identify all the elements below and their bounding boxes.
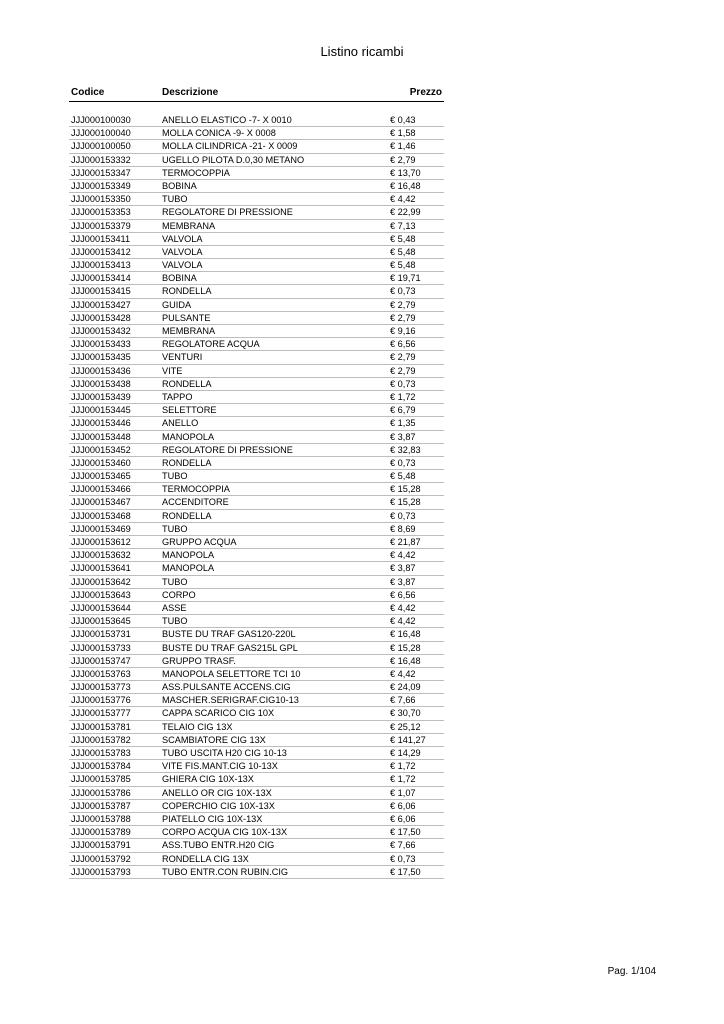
cell-description: ASSE [162, 602, 187, 613]
cell-price: € 15,28 [390, 484, 421, 495]
cell-code: JJJ000153350 [71, 194, 131, 205]
table-row [69, 721, 444, 734]
cell-price: € 4,42 [390, 194, 416, 205]
table-row [69, 140, 444, 153]
cell-price: € 0,43 [390, 115, 416, 125]
table-row [69, 312, 444, 325]
table-row [69, 800, 444, 813]
cell-description: VENTURI [162, 352, 203, 363]
cell-description: BUSTE DU TRAF GAS120-220L [162, 629, 296, 640]
cell-description: TAPPO [162, 391, 193, 402]
cell-description: REGOLATORE ACQUA [162, 339, 260, 350]
table-row [69, 299, 444, 312]
table-row [69, 628, 444, 641]
table-row [69, 707, 444, 720]
page-title: Listino ricambi [320, 44, 404, 59]
cell-description: ACCENDITORE [162, 497, 229, 508]
cell-description: RONDELLA [162, 457, 212, 468]
cell-description: MEMBRANA [162, 220, 216, 231]
cell-code: JJJ000153332 [71, 154, 131, 165]
cell-code: JJJ000153468 [71, 510, 131, 521]
cell-description: TELAIO CIG 13X [162, 721, 233, 732]
cell-description: ANELLO ELASTICO -7- X 0010 [162, 115, 292, 125]
cell-code: JJJ000153733 [71, 642, 131, 653]
cell-description: RONDELLA [162, 286, 212, 297]
table-row [69, 642, 444, 655]
cell-code: JJJ000153783 [71, 748, 131, 758]
table-row [69, 285, 444, 298]
cell-description: CAPPA SCARICO CIG 10X [162, 708, 275, 719]
table-body [69, 114, 444, 879]
table-row [69, 338, 444, 351]
cell-price: € 7,66 [390, 840, 416, 851]
table-row [69, 510, 444, 523]
cell-code: JJJ000153645 [71, 616, 131, 627]
table-row [69, 114, 444, 127]
table-row [69, 694, 444, 707]
header-price: Prezzo [409, 87, 442, 98]
cell-price: € 6,06 [390, 800, 416, 811]
table-row [69, 272, 444, 285]
cell-price: € 6,06 [390, 813, 416, 824]
table-row [69, 839, 444, 852]
cell-code: JJJ000153784 [71, 761, 131, 772]
cell-price: € 2,79 [390, 299, 416, 310]
cell-code: JJJ000153466 [71, 484, 131, 495]
cell-description: ANELLO OR CIG 10X-13X [162, 787, 272, 798]
table-row [69, 154, 444, 167]
cell-code: JJJ000153427 [71, 299, 131, 310]
table-row [69, 391, 444, 404]
cell-code: JJJ000100040 [71, 128, 131, 139]
table-row [69, 444, 444, 457]
cell-code: JJJ000100050 [71, 141, 131, 152]
cell-price: € 16,48 [390, 180, 421, 191]
cell-price: € 21,87 [390, 537, 421, 547]
cell-price: € 0,73 [390, 286, 416, 297]
cell-description: GUIDA [162, 299, 192, 310]
table-row [69, 576, 444, 589]
table-row [69, 523, 444, 536]
cell-code: JJJ000153793 [71, 866, 131, 877]
cell-description: VITE FIS.MANT.CIG 10-13X [162, 761, 278, 772]
cell-price: € 5,48 [390, 233, 416, 244]
cell-description: GRUPPO TRASF. [162, 655, 236, 666]
cell-price: € 0,73 [390, 457, 416, 468]
cell-price: € 19,71 [390, 273, 421, 284]
cell-code: JJJ000153414 [71, 273, 131, 284]
cell-description: SCAMBIATORE CIG 13X [162, 734, 266, 745]
cell-description: RONDELLA [162, 378, 212, 389]
cell-code: JJJ000153435 [71, 352, 131, 363]
cell-code: JJJ000153612 [71, 537, 131, 547]
cell-code: JJJ000153465 [71, 471, 131, 482]
cell-price: € 5,48 [390, 471, 416, 482]
cell-code: JJJ000153413 [71, 260, 131, 271]
table-row [69, 404, 444, 417]
cell-code: JJJ000153789 [71, 827, 131, 838]
cell-code: JJJ000153445 [71, 405, 131, 416]
cell-price: € 4,42 [390, 668, 416, 679]
cell-description: TUBO ENTR.CON RUBIN.CIG [162, 866, 289, 877]
table-row [69, 760, 444, 773]
cell-description: RONDELLA CIG 13X [162, 853, 249, 864]
table-row [69, 536, 444, 549]
cell-price: € 2,79 [390, 154, 416, 165]
table-row [69, 602, 444, 615]
cell-description: BUSTE DU TRAF GAS215L GPL [162, 642, 298, 653]
cell-price: € 17,50 [390, 866, 421, 877]
cell-price: € 5,48 [390, 246, 416, 257]
cell-description: TUBO [162, 194, 188, 205]
table-row [69, 220, 444, 233]
cell-description: MANOPOLA [162, 431, 215, 442]
cell-description: BOBINA [162, 180, 197, 191]
cell-price: € 1,35 [390, 418, 416, 429]
cell-description: VALVOLA [162, 233, 203, 244]
cell-code: JJJ000153773 [71, 682, 131, 693]
cell-code: JJJ000153785 [71, 774, 131, 785]
cell-description: MANOPOLA [162, 550, 215, 561]
cell-code: JJJ000153448 [71, 431, 131, 442]
cell-price: € 3,87 [390, 576, 416, 587]
table-row [69, 668, 444, 681]
cell-code: JJJ000153452 [71, 444, 131, 455]
cell-code: JJJ000153439 [71, 391, 131, 402]
cell-code: JJJ000153747 [71, 655, 131, 666]
cell-description: GRUPPO ACQUA [162, 537, 237, 547]
cell-code: JJJ000153632 [71, 550, 131, 561]
table-row [69, 193, 444, 206]
table-row [69, 351, 444, 364]
cell-price: € 4,42 [390, 616, 416, 627]
cell-description: TUBO [162, 471, 188, 482]
cell-code: JJJ000153446 [71, 418, 131, 429]
cell-price: € 7,13 [390, 220, 416, 231]
cell-code: JJJ000153782 [71, 734, 131, 745]
cell-price: € 1,72 [390, 391, 416, 402]
cell-price: € 24,09 [390, 682, 421, 693]
cell-code: JJJ000153379 [71, 220, 131, 231]
table-row [69, 417, 444, 430]
cell-code: JJJ000153415 [71, 286, 131, 297]
cell-description: MANOPOLA SELETTORE TCI 10 [162, 668, 301, 679]
cell-description: CORPO ACQUA CIG 10X-13X [162, 827, 288, 838]
cell-code: JJJ000153644 [71, 602, 131, 613]
table-row [69, 853, 444, 866]
cell-description: ANELLO [162, 418, 199, 429]
cell-code: JJJ000153642 [71, 576, 131, 587]
cell-code: JJJ000153353 [71, 207, 131, 218]
cell-price: € 2,79 [390, 352, 416, 363]
cell-price: € 7,66 [390, 695, 416, 706]
cell-price: € 0,73 [390, 510, 416, 521]
cell-code: JJJ000100030 [71, 115, 131, 125]
cell-price: € 13,70 [390, 167, 421, 178]
cell-code: JJJ000153432 [71, 326, 131, 336]
cell-code: JJJ000153776 [71, 695, 131, 706]
cell-price: € 6,56 [390, 589, 416, 600]
cell-price: € 17,50 [390, 827, 421, 838]
table-row [69, 167, 444, 180]
cell-code: JJJ000153787 [71, 800, 131, 811]
cell-description: SELETTORE [162, 405, 217, 416]
cell-description: ASS.PULSANTE ACCENS.CIG [162, 682, 291, 693]
page-number: Pag. 1/104 [607, 966, 656, 977]
cell-code: JJJ000153349 [71, 180, 131, 191]
cell-price: € 32,83 [390, 444, 421, 455]
cell-description: MEMBRANA [162, 326, 216, 336]
table-row [69, 681, 444, 694]
cell-code: JJJ000153792 [71, 853, 131, 864]
cell-description: COPERCHIO CIG 10X-13X [162, 800, 275, 811]
cell-code: JJJ000153411 [71, 233, 131, 244]
table-header [69, 86, 444, 102]
table-row [69, 826, 444, 839]
cell-code: JJJ000153763 [71, 668, 131, 679]
cell-description: MANOPOLA [162, 563, 215, 574]
cell-description: TUBO [162, 523, 188, 534]
cell-code: JJJ000153788 [71, 813, 131, 824]
cell-price: € 3,87 [390, 563, 416, 574]
table-row [69, 615, 444, 628]
cell-price: € 16,48 [390, 629, 421, 640]
cell-code: JJJ000153791 [71, 840, 131, 851]
cell-description: RONDELLA [162, 510, 212, 521]
cell-price: € 4,42 [390, 550, 416, 561]
cell-description: PIATELLO CIG 10X-13X [162, 813, 263, 824]
cell-price: € 3,87 [390, 431, 416, 442]
cell-price: € 1,07 [390, 787, 416, 798]
cell-description: MOLLA CONICA -9- X 0008 [162, 128, 276, 139]
cell-price: € 9,16 [390, 326, 416, 336]
cell-description: REGOLATORE DI PRESSIONE [162, 207, 293, 218]
table-row [69, 365, 444, 378]
cell-price: € 30,70 [390, 708, 421, 719]
table-row [69, 431, 444, 444]
cell-description: TUBO [162, 616, 188, 627]
table-row [69, 813, 444, 826]
table-row [69, 496, 444, 509]
cell-price: € 141,27 [390, 734, 426, 745]
table-row [69, 562, 444, 575]
cell-price: € 4,42 [390, 602, 416, 613]
cell-price: € 1,46 [390, 141, 416, 152]
cell-description: TERMOCOPPIA [162, 484, 230, 495]
cell-description: VITE [162, 365, 183, 376]
cell-price: € 5,48 [390, 260, 416, 271]
cell-description: VALVOLA [162, 260, 203, 271]
cell-price: € 0,73 [390, 853, 416, 864]
table-row [69, 589, 444, 602]
table-row [69, 206, 444, 219]
cell-description: UGELLO PILOTA D.0,30 METANO [162, 154, 305, 165]
cell-code: JJJ000153786 [71, 787, 131, 798]
cell-price: € 14,29 [390, 748, 421, 758]
cell-price: € 6,56 [390, 339, 416, 350]
cell-code: JJJ000153777 [71, 708, 131, 719]
cell-code: JJJ000153436 [71, 365, 131, 376]
cell-price: € 2,79 [390, 365, 416, 376]
cell-description: PULSANTE [162, 312, 211, 323]
cell-description: VALVOLA [162, 246, 203, 257]
header-code: Codice [71, 87, 105, 98]
cell-price: € 0,73 [390, 378, 416, 389]
cell-description: MOLLA CILINDRICA -21- X 0009 [162, 141, 298, 152]
table-row [69, 549, 444, 562]
cell-code: JJJ000153347 [71, 167, 131, 178]
table-row [69, 233, 444, 246]
table-row [69, 734, 444, 747]
table-row [69, 259, 444, 272]
cell-code: JJJ000153412 [71, 246, 131, 257]
cell-code: JJJ000153467 [71, 497, 131, 508]
table-row [69, 325, 444, 338]
cell-code: JJJ000153460 [71, 457, 131, 468]
cell-price: € 16,48 [390, 655, 421, 666]
cell-price: € 2,79 [390, 312, 416, 323]
cell-description: BOBINA [162, 273, 197, 284]
table-row [69, 483, 444, 496]
cell-price: € 15,28 [390, 497, 421, 508]
header-description: Descrizione [162, 87, 219, 98]
table-row [69, 655, 444, 668]
cell-description: MASCHER.SERIGRAF.CIG10-13 [162, 695, 299, 706]
cell-price: € 22,99 [390, 207, 421, 218]
table-row [69, 378, 444, 391]
table-row [69, 246, 444, 259]
cell-code: JJJ000153469 [71, 523, 131, 534]
cell-code: JJJ000153433 [71, 339, 131, 350]
cell-description: TUBO USCITA H20 CIG 10-13 [162, 748, 287, 758]
cell-price: € 25,12 [390, 721, 421, 732]
cell-code: JJJ000153438 [71, 378, 131, 389]
cell-code: JJJ000153641 [71, 563, 131, 574]
price-list-table [69, 86, 444, 879]
cell-price: € 1,72 [390, 761, 416, 772]
cell-description: REGOLATORE DI PRESSIONE [162, 444, 293, 455]
cell-price: € 1,58 [390, 128, 416, 139]
cell-description: TUBO [162, 576, 188, 587]
table-row [69, 747, 444, 760]
table-row [69, 787, 444, 800]
cell-price: € 15,28 [390, 642, 421, 653]
table-row [69, 127, 444, 140]
table-row [69, 457, 444, 470]
cell-code: JJJ000153731 [71, 629, 131, 640]
table-row [69, 773, 444, 786]
cell-description: CORPO [162, 589, 196, 600]
cell-price: € 1,72 [390, 774, 416, 785]
cell-code: JJJ000153428 [71, 312, 131, 323]
cell-description: GHIERA CIG 10X-13X [162, 774, 254, 785]
table-row [69, 180, 444, 193]
cell-description: TERMOCOPPIA [162, 167, 230, 178]
table-row [69, 470, 444, 483]
cell-code: JJJ000153781 [71, 721, 131, 732]
cell-code: JJJ000153643 [71, 589, 131, 600]
cell-price: € 8,69 [390, 523, 416, 534]
table-row [69, 866, 444, 879]
cell-description: ASS.TUBO ENTR.H20 CIG [162, 840, 275, 851]
cell-price: € 6,79 [390, 405, 416, 416]
